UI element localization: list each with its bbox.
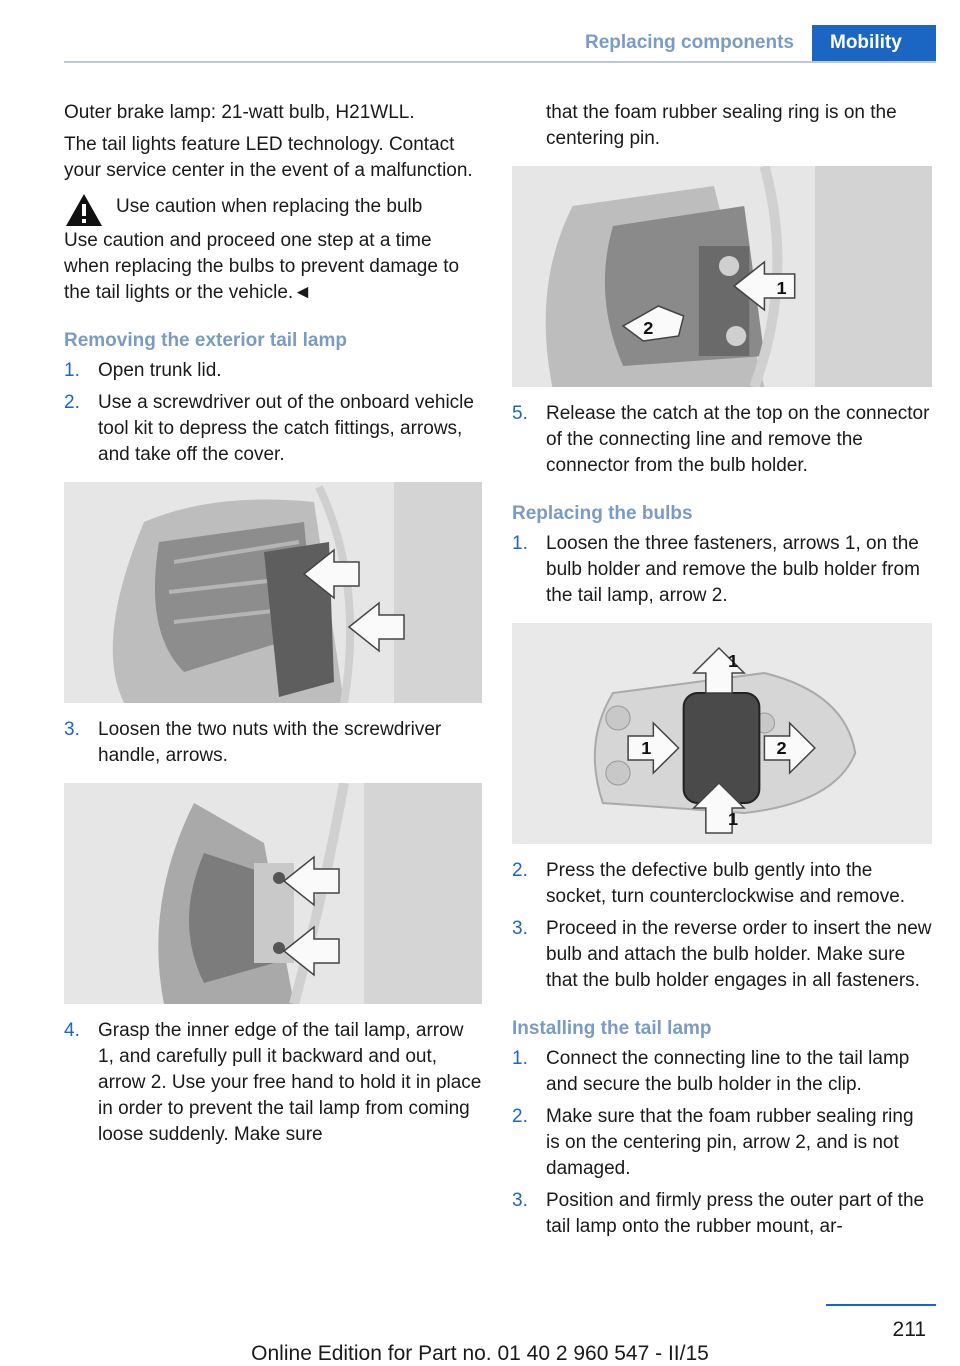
list-item xyxy=(512,1104,932,1182)
list-item xyxy=(512,1046,932,1098)
arrow-label: 2 xyxy=(776,738,787,758)
step-number: 1. xyxy=(64,360,80,381)
step-text: Release the catch at the top on the connector of the connecting line and remove the connector from the bulb holder. xyxy=(546,403,930,476)
figure-loosen-nuts xyxy=(64,783,482,1004)
figure-pull-lamp xyxy=(512,166,932,387)
step-number: 3. xyxy=(64,719,80,740)
step-text: Loosen the two nuts with the screwdriver handle, arrows. xyxy=(98,719,442,766)
step-text: Connect the connecting line to the tail lamp and secure the bulb holder in the clip. xyxy=(546,1048,910,1095)
left-column xyxy=(64,100,482,1154)
header-divider xyxy=(64,61,936,63)
footer-divider xyxy=(826,1304,936,1306)
arrow-label: 2 xyxy=(643,318,654,338)
paragraph-brake-lamp: Outer brake lamp: 21-watt bulb, H21WLL. xyxy=(64,102,415,123)
step-number: 3. xyxy=(512,1190,528,1211)
arrow-label: 1 xyxy=(776,278,787,298)
step-number: 1. xyxy=(512,1048,528,1069)
list-item xyxy=(512,401,932,479)
step-text: Open trunk lid. xyxy=(98,360,222,381)
step-number: 2. xyxy=(512,1106,528,1127)
step-text: Position and firmly press the outer part of the tail lamp onto the rubber mount, ar- xyxy=(546,1190,925,1237)
header-tabs xyxy=(567,25,936,61)
warning-text: Use caution and proceed one step at a time when replacing the bulbs to prevent damage to the tail lights or the vehicle.◄ xyxy=(64,230,460,303)
step-number: 2. xyxy=(64,392,80,413)
list-item xyxy=(512,1188,932,1240)
list-item xyxy=(64,390,482,468)
warning-box xyxy=(64,192,482,306)
chapter-title: Mobility xyxy=(812,25,936,61)
step-number: 3. xyxy=(512,918,528,939)
step-number: 4. xyxy=(64,1020,80,1041)
step-text: Use a screwdriver out of the onboard vehicle tool kit to depress the catch fittings, arrows, and take off the cover. xyxy=(98,392,474,465)
list-item xyxy=(512,531,932,609)
step-text: Grasp the inner edge of the tail lamp, arrow 1, and carefully pull it backward and out, arrow 2. Use your free hand to hold it in place in order to prevent the tail lamp from coming loose suddenly. Make sure xyxy=(98,1020,482,1145)
removal-steps-continued xyxy=(64,717,482,769)
arrow-label: 1 xyxy=(728,809,739,829)
footer-edition: Online Edition for Part no. 01 40 2 960 547 - II/15 xyxy=(251,1342,709,1365)
install-steps xyxy=(512,1046,932,1240)
heading-replacing-bulbs: Replacing the bulbs xyxy=(512,503,693,524)
figure-bulb-holder xyxy=(512,623,932,844)
bulb-steps-continued xyxy=(512,858,932,994)
warning-title: Use caution when replacing the bulb xyxy=(116,196,423,217)
heading-installing: Installing the tail lamp xyxy=(512,1018,712,1039)
section-title: Replacing components xyxy=(567,25,812,61)
step-text: Make sure that the foam rubber sealing ring is on the centering pin, arrow 2, and is not damaged. xyxy=(546,1106,914,1179)
list-item xyxy=(64,358,482,384)
page-number: 211 xyxy=(892,1318,926,1341)
removal-steps-final xyxy=(64,1018,482,1148)
step-text: Loosen the three fasteners, arrows 1, on the bulb holder and remove the bulb holder from the tail lamp, arrow 2. xyxy=(546,533,920,606)
list-item xyxy=(64,1018,482,1148)
list-item xyxy=(64,717,482,769)
step-number: 1. xyxy=(512,533,528,554)
figure-cover-catches xyxy=(64,482,482,703)
list-item xyxy=(512,916,932,994)
step-text: Proceed in the reverse order to insert the new bulb and attach the bulb holder. Make sure that the bulb holder engages in all fasteners. xyxy=(546,918,932,991)
step-number: 2. xyxy=(512,860,528,881)
paragraph-led: The tail lights feature LED technology. Contact your service center in the event of a malfunction. xyxy=(64,134,473,181)
arrow-label: 1 xyxy=(728,651,739,671)
heading-removing: Removing the exterior tail lamp xyxy=(64,330,347,351)
removal-step-five xyxy=(512,401,932,479)
step-text: Press the defective bulb gently into the socket, turn counterclockwise and remove. xyxy=(546,860,906,907)
bulb-steps xyxy=(512,531,932,609)
arrow-label: 1 xyxy=(641,738,652,758)
removal-steps xyxy=(64,358,482,468)
warning-triangle-icon xyxy=(64,192,104,228)
step-number: 5. xyxy=(512,403,528,424)
list-item xyxy=(512,858,932,910)
right-column xyxy=(512,100,932,1246)
paragraph-continued: that the foam rubber sealing ring is on the centering pin. xyxy=(546,102,897,149)
